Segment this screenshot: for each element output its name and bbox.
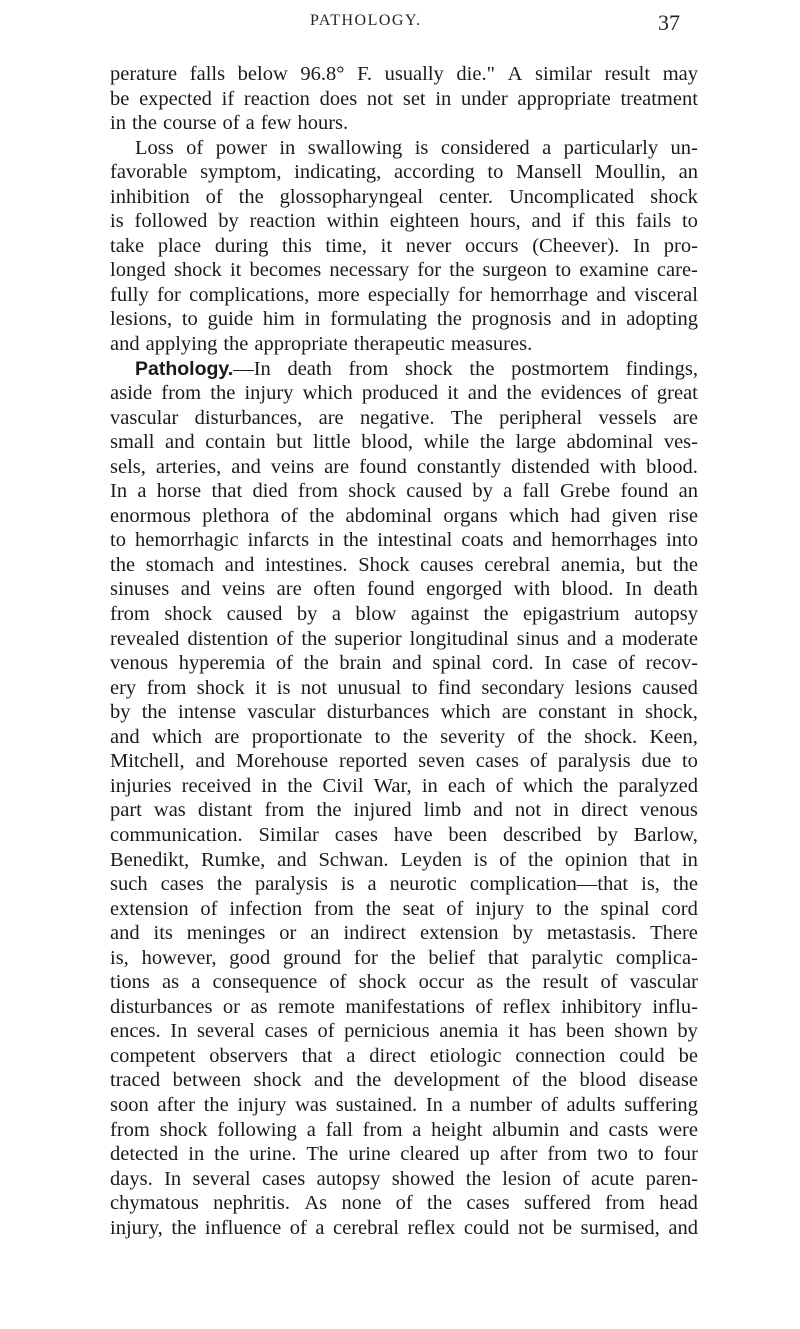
text-line: part was distant from the injured limb and not in direct venous [110,799,698,822]
running-title: PATHOLOGY. [310,12,422,29]
text-line: such cases the paralysis is a neurotic complication—that is, the [110,873,698,896]
text-line: soon after the injury was sustained. In a number of adults suffering [110,1093,698,1116]
text-line: longed shock it becomes necessary for the surgeon to examine care- [110,259,698,282]
text-line: and which are proportionate to the severity of the shock. Keen, [110,725,698,748]
text-line: small and contain but little blood, while the large abdominal ves- [110,431,698,454]
running-head [0,10,800,40]
paragraph [110,136,698,357]
text-line: from shock following a fall from a height albumin and casts were [110,1118,698,1141]
text-line: perature falls below 96.8° F. usually die." A similar result may [110,63,698,85]
text-line: and its meninges or an indirect extension by metastasis. There [110,922,698,945]
paragraph [110,62,698,136]
text-line: tions as a consequence of shock occur as the result of vascular [110,971,698,994]
paragraph [110,357,698,1241]
text-line: injury, the influence of a cerebral reflex could not be surmised, and [110,1216,698,1239]
text-line: is followed by reaction within eighteen hours, and if this fails to [110,210,698,233]
page-number: 37 [658,10,680,35]
body-text [110,62,698,1240]
text-line: in the course of a few hours. [110,112,349,135]
text-line: Loss of power in swallowing is considered a particularly un- [135,136,698,159]
text-line: competent observers that a direct etiologic connection could be [110,1044,698,1067]
text-line: lesions, to guide him in formulating the prognosis and in adopting [110,308,698,331]
text-line: revealed distention of the superior longitudinal sinus and a moderate [110,627,698,650]
text-line: traced between shock and the development of the blood disease [110,1069,698,1092]
text-line: be expected if reaction does not set in under appropriate treatment [110,87,698,110]
text-line: extension of infection from the seat of injury to the spinal cord [110,897,698,920]
text-line: sels, arteries, and veins are found constantly distended with blood. [110,455,698,478]
text-line: the stomach and intestines. Shock causes cerebral anemia, but the [110,553,698,576]
text-line: fully for complications, more especially for hemorrhage and visceral [110,283,698,306]
text-line: ery from shock it is not unusual to find secondary lesions caused [110,676,698,699]
text-line: Mitchell, and Morehouse reported seven cases of paralysis due to [110,750,698,773]
text-line: vascular disturbances, are negative. The peripheral vessels are [110,406,698,429]
text-line: to hemorrhagic infarcts in the intestinal coats and hemorrhages into [110,529,698,552]
section-heading: Pathology. [135,357,234,380]
text-line: Benedikt, Rumke, and Schwan. Leyden is of the opinion that in [110,848,698,871]
text-line: disturbances or as remote manifestations of reflex inhibitory influ- [110,995,698,1018]
text-line: is, however, good ground for the belief that paralytic complica- [110,946,698,969]
text-line: chymatous nephritis. As none of the cases suffered from head [110,1192,698,1215]
text-line: ences. In several cases of pernicious anemia it has been shown by [110,1020,698,1043]
text-line: sinuses and veins are often found engorged with blood. In death [110,578,698,601]
text-line: days. In several cases autopsy showed the lesion of acute paren- [110,1167,698,1190]
text-line: In a horse that died from shock caused by a fall Grebe found an [110,480,698,503]
text-line: from shock caused by a blow against the epigastrium autopsy [110,603,698,626]
text-line: aside from the injury which produced it and the evidences of great [110,382,698,405]
text-line: take place during this time, it never occurs (Cheever). In pro- [110,234,698,257]
text-line: venous hyperemia of the brain and spinal cord. In case of recov- [110,652,698,675]
text-line: detected in the urine. The urine cleared up after from two to four [110,1143,698,1166]
text-line: enormous plethora of the abdominal organs which had given rise [110,504,698,527]
text-line: by the intense vascular disturbances which are constant in shock, [110,701,698,724]
text-line: favorable symptom, indicating, according to Mansell Moullin, an [110,161,698,184]
text-line: Pathology.—In death from shock the postmortem findings, [135,357,698,380]
text-line: and applying the appropriate therapeutic measures. [110,333,533,356]
text-line: inhibition of the glossopharyngeal center. Uncomplicated shock [110,185,698,208]
text-line: injuries received in the Civil War, in each of which the paralyzed [110,774,698,797]
text-line: communication. Similar cases have been described by Barlow, [110,823,698,846]
